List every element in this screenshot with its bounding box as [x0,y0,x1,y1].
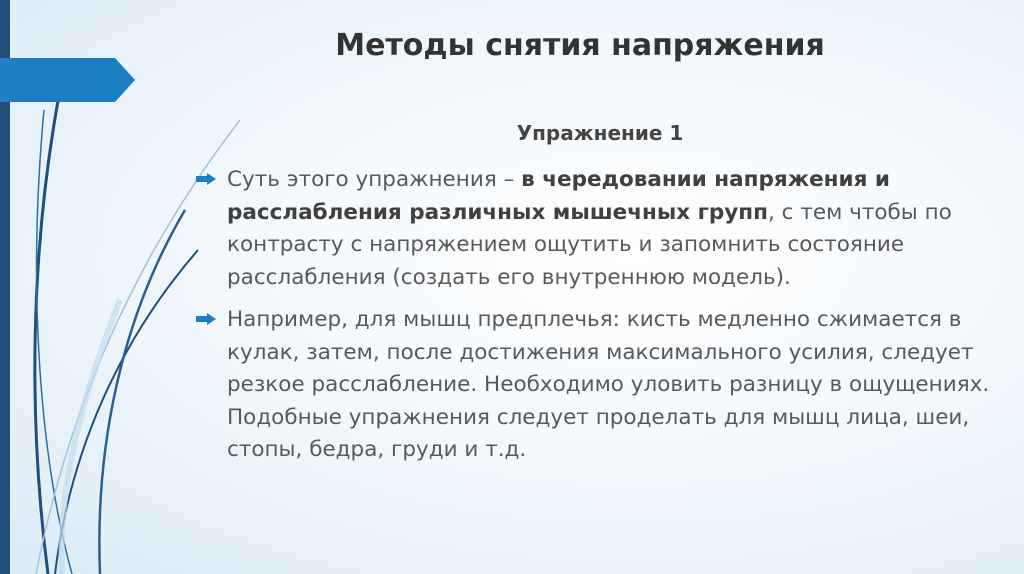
slide-subtitle: Упражнение 1 [516,121,684,145]
arrow-right-icon [196,173,216,185]
title-tab-arrow [0,58,135,102]
bullet-emphasis: в чередовании напряжения и расслабления различных мышечных групп [227,167,890,225]
bullet-item-1 [192,164,992,294]
slide-title: Методы снятия напряжения [335,28,825,63]
bullet-text: Суть этого упражнения – в чередовании напряжения и расслабления различных мышечных групп, с тем чтобы по контрасту с напряжением ощутить и запомнить состояние расслабления (создать его внутреннюю модель). [227,167,952,290]
bullet-item-2 [192,304,992,467]
bullet-text: Например, для мышц предплечья: кисть медленно сжимается в кулак, затем, после достижения максимального усилия, следует резкое расслабление. Необходимо уловить разницу в ощущениях. Подобные упражнения следует проделать для мышц лица, шеи, стопы, бедра, груди и т.д. [227,307,990,462]
arrow-right-icon [196,313,216,325]
slide-content [192,164,992,477]
